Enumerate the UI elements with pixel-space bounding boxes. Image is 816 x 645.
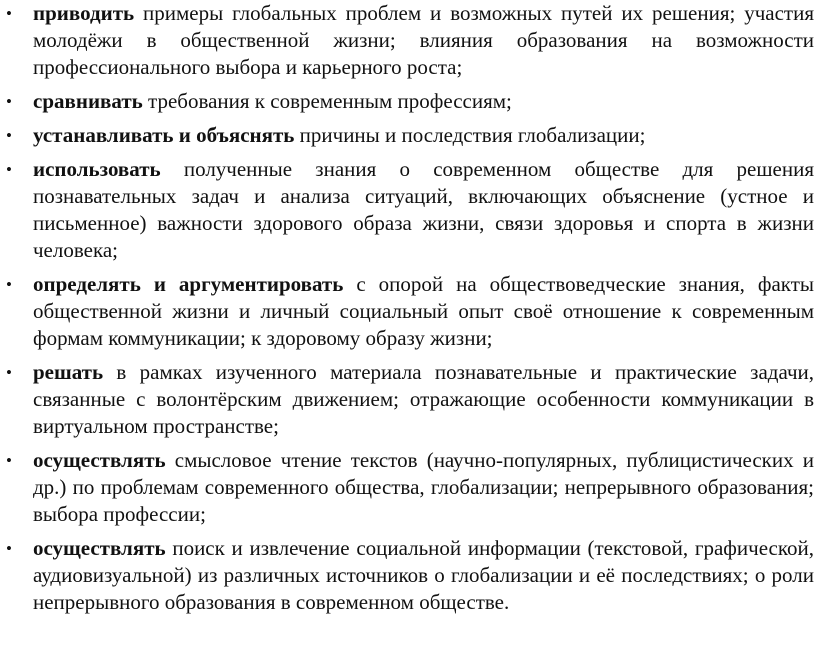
item-text: примеры глобальных проблем и возможных путей их решения; участия молодёжи в общественной жизни; влияния образования на возможности профессионального выбора и карьерного роста; xyxy=(33,1,814,79)
item-term: определять и аргументировать xyxy=(33,272,344,296)
item-text: причины и последствия глобализации; xyxy=(294,123,646,147)
bullet-icon: • xyxy=(6,4,12,23)
list-item xyxy=(0,156,816,264)
bullet-icon: • xyxy=(6,539,12,558)
bullet-icon: • xyxy=(6,451,12,470)
list-item xyxy=(0,0,816,81)
list-item xyxy=(0,271,816,352)
list-item xyxy=(0,447,816,528)
bullet-icon: • xyxy=(6,92,12,111)
item-text: с опорой на обществоведческие знания, факты общественной жизни и личный социальный опыт своё отношение к современным формам коммуникации; к здоровому образу жизни; xyxy=(33,272,814,350)
list-item xyxy=(0,359,816,440)
list-item xyxy=(0,122,816,149)
item-term: приводить xyxy=(33,1,135,25)
list-item xyxy=(0,88,816,115)
item-text: в рамках изученного материала познавательные и практические задачи, связанные с волонтёрским движением; отражающие особенности коммуникации в виртуальном пространстве; xyxy=(33,360,814,438)
item-text: полученные знания о современном обществе для решения познавательных задач и анализа ситуаций, включающих объяснение (устное и письменное) важности здорового образа жизни, связи здоровья и спорта в жизни человека; xyxy=(33,157,814,262)
item-term: осуществлять xyxy=(33,536,166,560)
item-term: решать xyxy=(33,360,104,384)
bullet-icon: • xyxy=(6,275,12,294)
bullet-icon: • xyxy=(6,160,12,179)
bullet-icon: • xyxy=(6,126,12,145)
bullet-icon: • xyxy=(6,363,12,382)
item-term: осуществлять xyxy=(33,448,166,472)
list-item xyxy=(0,535,816,616)
item-term: сравнивать xyxy=(33,89,143,113)
item-term: устанавливать и объяснять xyxy=(33,123,295,147)
item-text: требования к современным профессиям; xyxy=(142,89,512,113)
item-text: смысловое чтение текстов (научно-популярных, публицистических и др.) по проблемам современного общества, глобализации; непрерывного образования; выбора профессии; xyxy=(33,448,814,526)
item-text: поиск и извлечение социальной информации (текстовой, графической, аудиовизуальной) из различных источников о глобализации и её последствиях; о роли непрерывного образования в современном обществе. xyxy=(33,536,814,614)
item-term: использовать xyxy=(33,157,161,181)
